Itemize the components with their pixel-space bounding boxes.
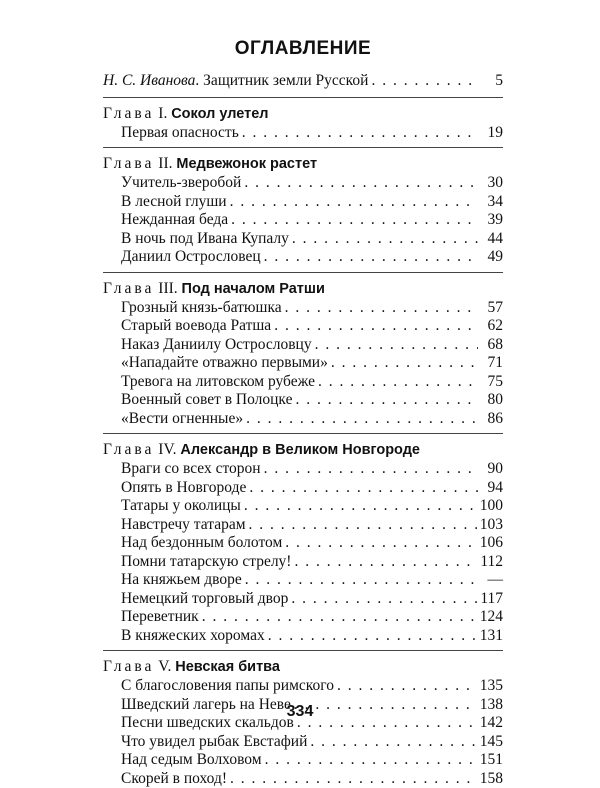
dot-leader bbox=[264, 460, 478, 479]
entry-page: 75 bbox=[481, 373, 503, 392]
chapter-name: Александр в Великом Новгороде bbox=[180, 442, 420, 458]
intro-author: Н. С. Иванова bbox=[103, 72, 195, 89]
dot-leader bbox=[249, 479, 478, 498]
chapter-block bbox=[103, 279, 503, 429]
entry-page: 135 bbox=[480, 677, 503, 696]
dot-leader bbox=[285, 299, 478, 318]
entry-title: Над бездонным болотом bbox=[121, 534, 282, 553]
dot-leader bbox=[244, 497, 477, 516]
entry-title: «Нападайте отважно первыми» bbox=[121, 354, 328, 373]
entry-page: 106 bbox=[480, 534, 503, 553]
toc-entry bbox=[103, 770, 503, 788]
toc-intro-entry bbox=[103, 72, 503, 91]
chapter-separator bbox=[103, 650, 503, 651]
toc-entry bbox=[103, 677, 503, 696]
toc-entry bbox=[103, 299, 503, 318]
entry-page: 94 bbox=[481, 479, 503, 498]
entry-page: 34 bbox=[481, 193, 503, 212]
dot-leader bbox=[246, 410, 478, 429]
entry-title: Песни шведских скальдов bbox=[121, 714, 294, 733]
toc-title: ОГЛАВЛЕНИЕ bbox=[103, 38, 503, 60]
toc-entry bbox=[103, 627, 503, 646]
entry-page: — bbox=[481, 571, 503, 590]
chapter-heading bbox=[103, 440, 503, 460]
dot-leader bbox=[242, 124, 478, 143]
entry-title: Тревога на литовском рубеже bbox=[121, 373, 315, 392]
intro-title bbox=[103, 72, 368, 91]
chapter-block bbox=[103, 104, 503, 143]
entry-page: 117 bbox=[480, 590, 503, 609]
entry-title: Шведский лагерь на Неве bbox=[121, 696, 291, 715]
dot-leader bbox=[230, 193, 478, 212]
entry-title: Враги со всех сторон bbox=[121, 460, 261, 479]
toc-entry bbox=[103, 571, 503, 590]
toc-entry bbox=[103, 733, 503, 752]
entry-title: Учитель-зверобой bbox=[121, 174, 241, 193]
entry-title: Даниил Острословец bbox=[121, 248, 261, 267]
toc-entry bbox=[103, 211, 503, 230]
chapter-prefix: Глава bbox=[103, 105, 154, 122]
toc-entry bbox=[103, 336, 503, 355]
chapter-heading bbox=[103, 154, 503, 174]
entry-title: Над седым Волховом bbox=[121, 751, 262, 770]
chapter-block bbox=[103, 657, 503, 788]
chapter-number: I. bbox=[158, 105, 167, 122]
dot-leader bbox=[230, 770, 477, 788]
dot-leader bbox=[268, 627, 477, 646]
toc-entry bbox=[103, 248, 503, 267]
chapter-number: V. bbox=[158, 658, 171, 675]
dot-leader bbox=[371, 72, 478, 91]
entry-title: Татары у околицы bbox=[121, 497, 241, 516]
toc-entry bbox=[103, 174, 503, 193]
dot-leader bbox=[295, 391, 478, 410]
entry-title: Военный совет в Полоцке bbox=[121, 391, 292, 410]
entry-title: Что увидел рыбак Евстафий bbox=[121, 733, 307, 752]
entry-page: 158 bbox=[480, 770, 503, 788]
chapter-name: Медвежонок растет bbox=[176, 156, 317, 172]
chapter-separator bbox=[103, 433, 503, 434]
toc-entry bbox=[103, 497, 503, 516]
dot-leader bbox=[231, 211, 478, 230]
entry-title: Наказ Даниилу Острословцу bbox=[121, 336, 312, 355]
dot-leader bbox=[202, 608, 477, 627]
entry-page: 86 bbox=[481, 410, 503, 429]
toc-entry bbox=[103, 230, 503, 249]
dot-leader bbox=[265, 751, 477, 770]
entry-title: В княжеских хоромах bbox=[121, 627, 265, 646]
entry-title: «Вести огненные» bbox=[121, 410, 243, 429]
entry-page: 62 bbox=[481, 317, 503, 336]
dot-leader bbox=[274, 317, 478, 336]
entry-title: В ночь под Ивана Купалу bbox=[121, 230, 289, 249]
toc-entry bbox=[103, 479, 503, 498]
toc-entry bbox=[103, 354, 503, 373]
toc-entry bbox=[103, 391, 503, 410]
entry-page: 44 bbox=[481, 230, 503, 249]
dot-leader bbox=[249, 516, 477, 535]
toc-entry bbox=[103, 553, 503, 572]
toc-entry bbox=[103, 410, 503, 429]
entry-title: На княжьем дворе bbox=[121, 571, 242, 590]
entry-page: 145 bbox=[480, 733, 503, 752]
dot-leader bbox=[244, 174, 478, 193]
entry-page: 71 bbox=[481, 354, 503, 373]
intro-text: . Защитник земли Русской bbox=[195, 72, 368, 89]
chapter-name: Под началом Ратши bbox=[182, 281, 325, 297]
entry-title: Старый воевода Ратша bbox=[121, 317, 271, 336]
entry-page: 100 bbox=[480, 497, 503, 516]
entry-title: Немецкий торговый двор bbox=[121, 590, 288, 609]
toc-entry bbox=[103, 193, 503, 212]
entry-page: 138 bbox=[480, 696, 503, 715]
entry-page: 68 bbox=[481, 336, 503, 355]
dot-leader bbox=[318, 373, 478, 392]
chapter-number: II. bbox=[158, 155, 172, 172]
chapter-block bbox=[103, 440, 503, 645]
chapter-list bbox=[103, 97, 503, 788]
toc-entry bbox=[103, 460, 503, 479]
chapter-heading bbox=[103, 104, 503, 124]
chapter-prefix: Глава bbox=[103, 441, 154, 458]
chapter-number: III. bbox=[158, 280, 177, 297]
entry-title: Навстречу татарам bbox=[121, 516, 246, 535]
chapter-prefix: Глава bbox=[103, 658, 154, 675]
entry-title: Первая опасность bbox=[121, 124, 239, 143]
toc-entry bbox=[103, 590, 503, 609]
toc-entry bbox=[103, 124, 503, 143]
chapter-separator bbox=[103, 272, 503, 273]
chapter-block bbox=[103, 154, 503, 267]
entry-page: 39 bbox=[481, 211, 503, 230]
chapter-separator bbox=[103, 147, 503, 148]
chapter-heading bbox=[103, 657, 503, 677]
toc-entry bbox=[103, 534, 503, 553]
intro-page: 5 bbox=[481, 72, 503, 91]
entry-title: Грозный князь-батюшка bbox=[121, 299, 282, 318]
entry-title: В лесной глуши bbox=[121, 193, 227, 212]
dot-leader bbox=[294, 553, 477, 572]
chapter-heading bbox=[103, 279, 503, 299]
entry-page: 112 bbox=[480, 553, 503, 572]
entry-title: Нежданная беда bbox=[121, 211, 228, 230]
dot-leader bbox=[264, 248, 478, 267]
entry-title: Опять в Новгороде bbox=[121, 479, 246, 498]
chapter-prefix: Глава bbox=[103, 280, 154, 297]
toc-entry bbox=[103, 373, 503, 392]
entry-title: С благословения папы римского bbox=[121, 677, 334, 696]
toc-entry bbox=[103, 317, 503, 336]
chapter-prefix: Глава bbox=[103, 155, 154, 172]
toc-entry bbox=[103, 751, 503, 770]
dot-leader bbox=[291, 590, 477, 609]
entry-title: Скорей в поход! bbox=[121, 770, 227, 788]
page-number: 334 bbox=[0, 703, 600, 721]
dot-leader bbox=[285, 534, 476, 553]
table-of-contents bbox=[103, 38, 503, 788]
dot-leader bbox=[337, 677, 477, 696]
toc-entry bbox=[103, 516, 503, 535]
dot-leader bbox=[292, 230, 478, 249]
entry-page: 151 bbox=[480, 751, 503, 770]
chapter-separator bbox=[103, 97, 503, 98]
chapter-number: IV. bbox=[158, 441, 176, 458]
entry-title: Переветник bbox=[121, 608, 199, 627]
entry-page: 30 bbox=[481, 174, 503, 193]
dot-leader bbox=[245, 571, 478, 590]
entry-page: 57 bbox=[481, 299, 503, 318]
dot-leader bbox=[310, 733, 476, 752]
chapter-name: Невская битва bbox=[175, 659, 280, 675]
entry-page: 103 bbox=[480, 516, 503, 535]
entry-page: 49 bbox=[481, 248, 503, 267]
entry-page: 80 bbox=[481, 391, 503, 410]
dot-leader bbox=[315, 336, 478, 355]
entry-page: 124 bbox=[480, 608, 503, 627]
entry-page: 142 bbox=[480, 714, 503, 733]
chapter-name: Сокол улетел bbox=[171, 106, 268, 122]
entry-title: Помни татарскую стрелу! bbox=[121, 553, 291, 572]
dot-leader bbox=[331, 354, 478, 373]
entry-page: 131 bbox=[480, 627, 503, 646]
entry-page: 19 bbox=[481, 124, 503, 143]
entry-page: 90 bbox=[481, 460, 503, 479]
toc-entry bbox=[103, 608, 503, 627]
